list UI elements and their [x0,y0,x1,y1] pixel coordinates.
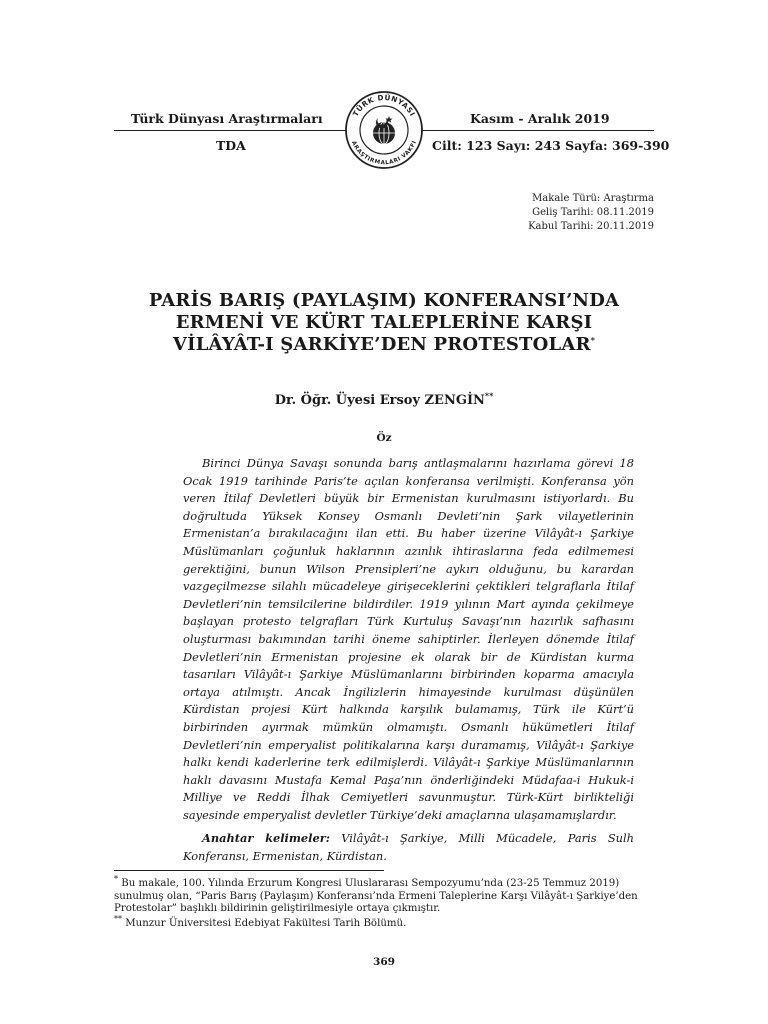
keywords-text: Vilâyât-ı Şarkiye, Milli Mücadele, Paris Sulh Konferansı, Ermenistan, Kürdistan. [183,831,634,863]
title-line-3: VİLÂYÂT-I ŞARKİYE’DEN PROTESTOLAR [172,334,591,355]
article-title [100,290,668,356]
accepted-date: Kabul Tarihi: 20.11.2019 [528,221,654,232]
footnote-1-mark: * [114,874,118,884]
footnote-2-text: Munzur Üniversitesi Edebiyat Fakültesi Tarih Bölümü. [122,918,407,929]
article-type: Makale Türü: Araştırma [532,193,654,204]
article-meta [528,192,654,234]
page-number: 369 [373,956,395,968]
journal-name: Türk Dünyası Araştırmaları [131,111,323,126]
title-line-2: ERMENİ VE KÜRT TALEPLERİNE KARŞI [175,312,593,333]
keywords-label: Anahtar kelimeler: [202,831,330,845]
footnote-2 [114,914,654,931]
title-footnote-mark: * [590,335,596,345]
received-date: Geliş Tarihi: 08.11.2019 [532,207,654,218]
footnote-1 [114,874,654,916]
author-footnote-mark: ** [484,390,494,401]
seal-bottom-text: ARAŞTIRMALARI VAKFI [350,140,419,167]
footnote-1-text: Bu makale, 100. Yılında Erzurum Kongresi Uluslararası Sempozyumu’nda (23-25 Temmuz 2019) sunulmuş olan, “Paris Barış (Paylaşım) Konferansı’nda Ermeni Taleplerine Karşı Vilâyât-ı Şarkiye’den Protestolar” başlıklı bildirinin geliştirilmesiyle ortaya çıkmıştır. [114,878,638,915]
issue-info: Cilt: 123 Sayı: 243 Sayfa: 369-390 [432,138,670,153]
author-name: Dr. Öğr. Üyesi Ersoy ZENGİN [274,393,485,408]
author-line [0,390,768,408]
journal-abbr: TDA [216,138,246,153]
footnote-2-mark: ** [114,914,122,924]
issue-date: Kasım - Aralık 2019 [470,111,610,126]
title-line-1: PARİS BARIŞ (PAYLAŞIM) KONFERANSI’NDA [148,290,620,311]
foundation-seal-logo [344,90,424,170]
abstract-text: Birinci Dünya Savaşı sonunda barış antlaşmalarını hazırlama görevi 18 Ocak 1919 tarihinde Paris’te açılan konferansa verilmişti. Konferansa yön veren İtilaf Devletleri büyük bir Ermenistan kurulmasını istiyorlardı. Bu doğrultuda Yüksek Konsey Osmanlı Devleti’nin Şark vilayetlerinin Ermenistan’a bırakılacağını ilan etti. Bu haber üzerine Vilâyât-ı Şarkiye Müslümanları çoğunluk haklarının azınlık ihtiraslarına feda edilmemesi gerektiğini, bunun Wilson Prensipleri’ne aykırı olduğunu, bu karardan vazgeçilmezse silahlı mücadeleye girişeceklerini çektikleri telgraflarla İtilaf Devletleri’nin temsilcilerine bildirdiler. 1919 yılının Mart ayında çekilmeye başlayan protesto telgrafları Türk Kurtuluş Savaşı’nın hazırlık safhasını oluşturması bakımından tarihi öneme sahiptirler. İlerleyen dönemde İtilaf Devletleri’nin Ermenistan projesine ek olarak bir de Kürdistan kurma tasarıları Vilâyât-ı Şarkiye Müslümanlarını birbirinden koparma amacıyla ortaya atılmıştı. Ancak İngilizlerin himayesinde kurulması düşünülen Kürdistan projesi Kürt halkında karşılık bulamamış, Türk ile Kürt’ü birbirinden ayırmak mümkün olmamıştı. Osmanlı hükümetleri İtilaf Devletleri’nin emperyalist politikalarına karşı duramamış, Vilâyât-ı Şarkiye halkı kendi kaderlerine terk edilmişlerdi. Vilâyât-ı Şarkiye Müslümanlarının haklı davasını Mustafa Kemal Paşa’nın önderliğindeki Müdafaa-i Hukuk-i Milliye ve Reddi İlhak Cemiyetleri savunmuştur. Türk-Kürt birlikteliği sayesinde emperyalist devletler Türkiye’deki amaçlarına ulaşamamışlardır. [183,456,634,822]
keywords [183,830,634,865]
seal-top-text: TÜRK DÜNYASI [350,92,418,119]
abstract-heading: Öz [376,432,392,444]
footnote-rule [114,870,384,871]
